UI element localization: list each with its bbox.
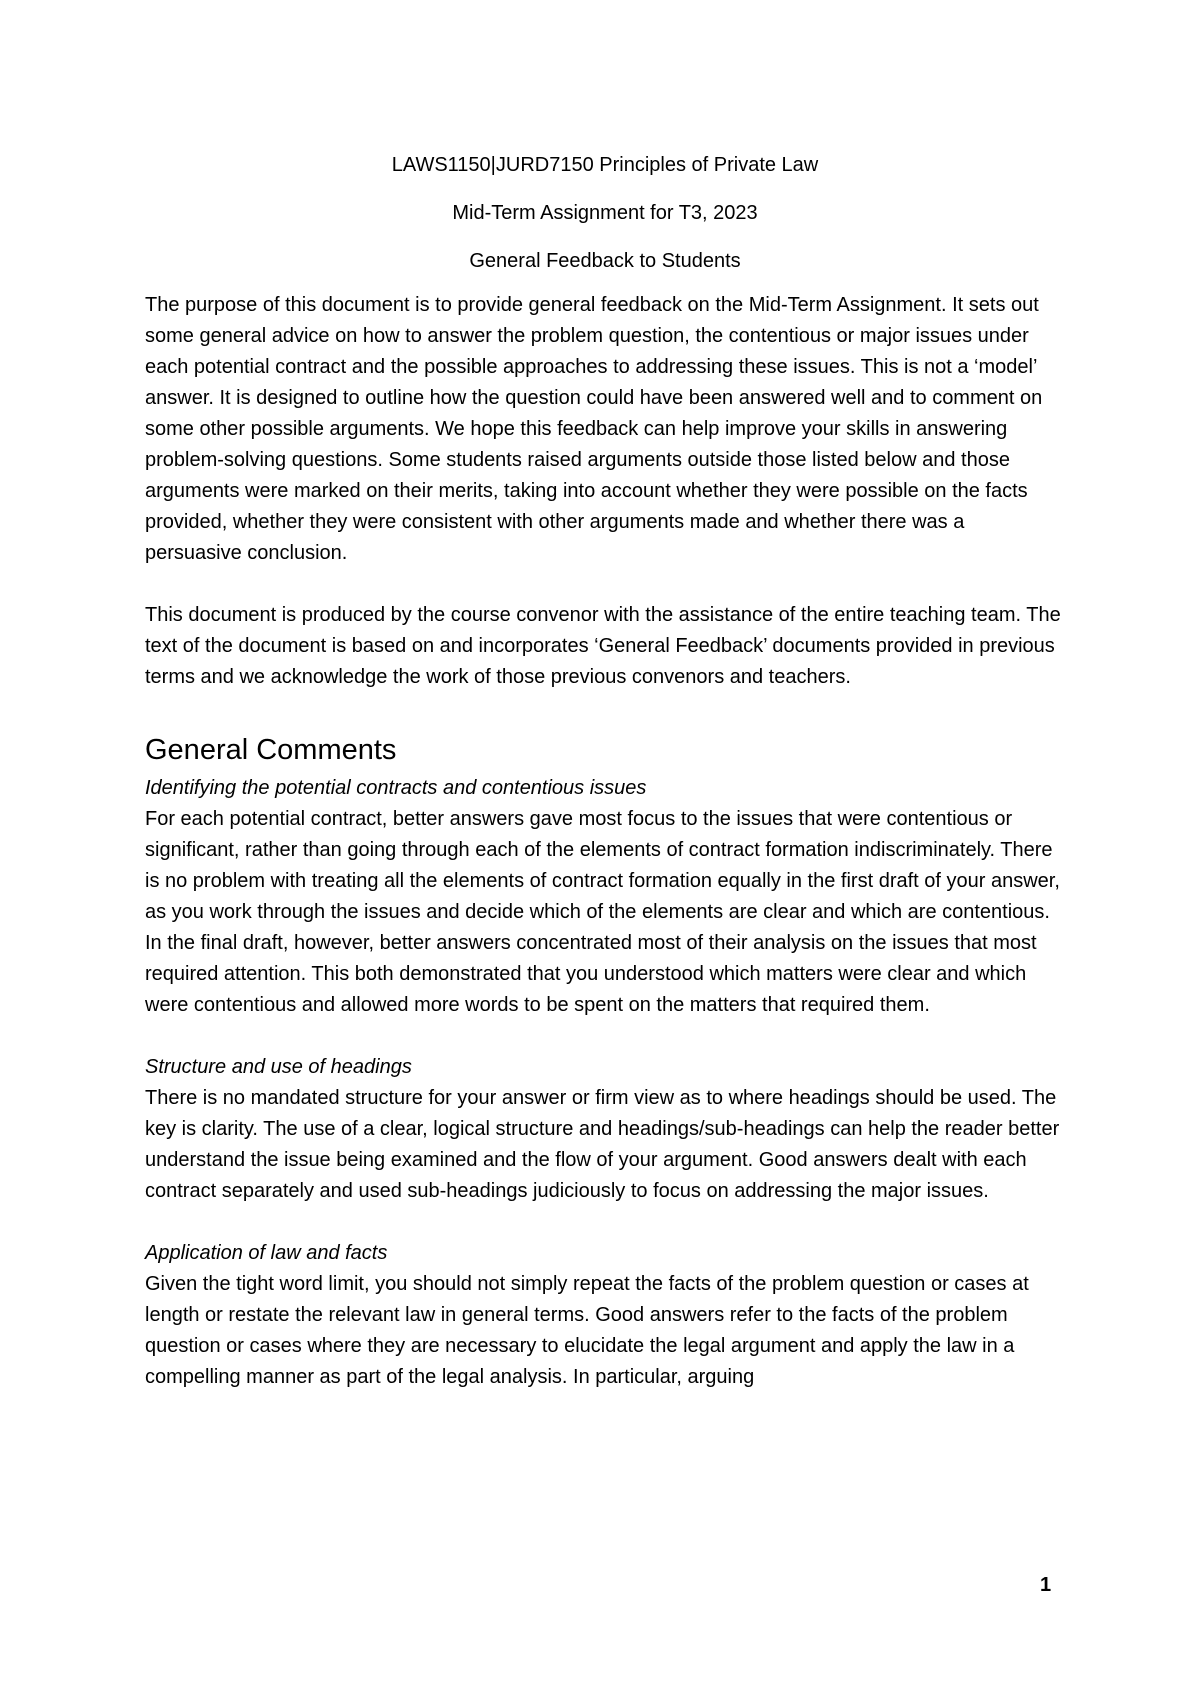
feedback-title: General Feedback to Students <box>469 250 741 272</box>
course-title: LAWS1150|JURD7150 Principles of Private Law <box>391 154 819 176</box>
section-body: For each potential contract, better answers gave most focus to the issues that were contentious or significant, rather than going through each of the elements of contract formation indiscriminately. There is no problem with treating all the elements of contract formation equally in the first draft of your answer, as you work through the issues and decide which of the elements are clear and which are contentious. In the final draft, however, better answers concentrated most of their analysis on the issues that most required attention. This both demonstrated that you understood which matters were clear and which were contentious and allowed more words to be spent on the matters that required them. <box>145 808 1060 1016</box>
section-body: Given the tight word limit, you should not simply repeat the facts of the problem question or cases at length or restate the relevant law in general terms. Good answers refer to the facts of the problem question or cases where they are necessary to elucidate the legal argument and apply the law in a compelling manner as part of the legal analysis. In particular, arguing <box>145 1273 1029 1388</box>
section-contracts-issues <box>145 773 1065 1021</box>
general-comments-heading: General Comments <box>145 734 397 766</box>
page-number: 1 <box>1040 1574 1052 1596</box>
intro-paragraph-2: This document is produced by the course convenor with the assistance of the entire teaching team. The text of the document is based on and incorporates ‘General Feedback’ documents provided in previous terms and we acknowledge the work of those previous convenors and teachers. <box>145 604 1061 688</box>
intro-paragraph-1: The purpose of this document is to provide general feedback on the Mid-Term Assignment. It sets out some general advice on how to answer the problem question, the contentious or major issues under each potential contract and the possible approaches to addressing these issues. This is not a ‘model’ answer. It is designed to outline how the question could have been answered well and to comment on some other possible arguments. We hope this feedback can help improve your skills in answering problem-solving questions. Some students raised arguments outside those listed below and those arguments were marked on their merits, taking into account whether they were possible on the facts provided, whether they were consistent with other arguments made and whether there was a persuasive conclusion. <box>145 294 1043 564</box>
section-subheading: Application of law and facts <box>145 1242 388 1264</box>
document-body <box>145 150 1065 1393</box>
section-subheading: Structure and use of headings <box>145 1056 412 1078</box>
section-body: There is no mandated structure for your answer or firm view as to where headings should be used. The key is clarity. The use of a clear, logical structure and headings/sub-headings can help the reader better understand the issue being examined and the flow of your argument. Good answers dealt with each contract separately and used sub-headings judiciously to focus on addressing the major issues. <box>145 1087 1060 1202</box>
section-structure-headings <box>145 1052 1065 1207</box>
section-application-law-facts <box>145 1238 1065 1393</box>
assignment-title: Mid-Term Assignment for T3, 2023 <box>452 202 758 224</box>
section-subheading: Identifying the potential contracts and contentious issues <box>145 777 647 799</box>
